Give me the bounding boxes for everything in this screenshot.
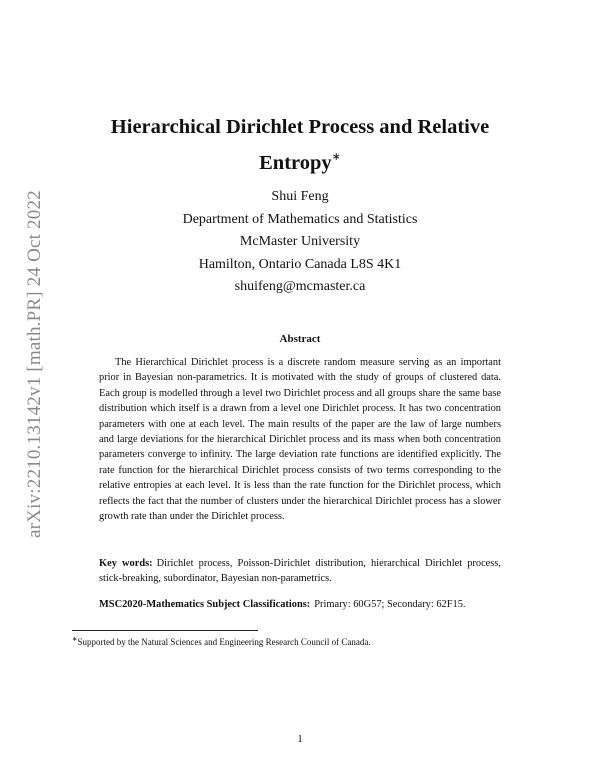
arxiv-side-stamp bbox=[22, 178, 52, 538]
author-name: Shui Feng bbox=[271, 189, 329, 204]
author-address: Hamilton, Ontario Canada L8S 4K1 bbox=[198, 256, 402, 272]
msc-text: Primary: 60G57; Secondary: 62F15. bbox=[314, 599, 466, 610]
author-block bbox=[60, 186, 540, 299]
title-line-1: Hierarchical Dirichlet Process and Relative bbox=[110, 116, 490, 138]
footnote-marker: ∗ bbox=[72, 636, 78, 643]
abstract-text: The Hierarchical Dirichlet process is a discrete random measure serving as an important prior in Bayesian non-parametrics. It is motivated with the study of groups of clustered data. Each group is modelled through a level two Dirichlet process and all groups share the same base distribution which itself is a drawn from a level one Dirichlet process. It has two concentration parameters with one at each level. The main results of the paper are the law of large numbers and large deviations for the hierarchical Dirichlet process and its mass when both concentration parameters converge to infinity. The large deviation rate functions are identified explicitly. The rate function for the hierarchical Dirichlet process consists of two terms corresponding to the relative entropies at each level. It is less than the rate function for the Dirichlet process, which reflects the fact that the number of clusters under the hierarchical Dirichlet process has a slower growth rate than under the Dirichlet process. bbox=[99, 357, 501, 523]
keywords-label: Key words: bbox=[99, 558, 153, 569]
author-university: McMaster University bbox=[239, 234, 361, 249]
author-email[interactable]: shuifeng@mcmaster.ca bbox=[234, 279, 366, 294]
keywords-text: Dirichlet process, Poisson-Dirichlet distribution, hierarchical Dirichlet process, stick-breaking, subordinator, Bayesian non-parametrics. bbox=[99, 558, 501, 585]
msc-classification bbox=[99, 597, 501, 612]
title-line-2-text: Entropy bbox=[259, 152, 332, 174]
paper-title bbox=[60, 112, 540, 178]
footnote-divider bbox=[72, 630, 258, 631]
author-department: Department of Mathematics and Statistics bbox=[182, 211, 418, 227]
keywords bbox=[99, 556, 501, 587]
footnote bbox=[72, 634, 532, 648]
title-footnote-marker[interactable]: ∗ bbox=[331, 151, 341, 163]
msc-label: MSC2020-Mathematics Subject Classifications: bbox=[99, 599, 311, 610]
page-number: 1 bbox=[297, 733, 303, 745]
title-line-2 bbox=[60, 142, 540, 178]
abstract-heading: Abstract bbox=[279, 333, 321, 345]
arxiv-identifier: arXiv:2210.13142v1 [math.PR] 24 Oct 2022 bbox=[24, 190, 45, 538]
footnote-text: Supported by the Natural Sciences and Engineering Research Council of Canada. bbox=[77, 637, 371, 647]
